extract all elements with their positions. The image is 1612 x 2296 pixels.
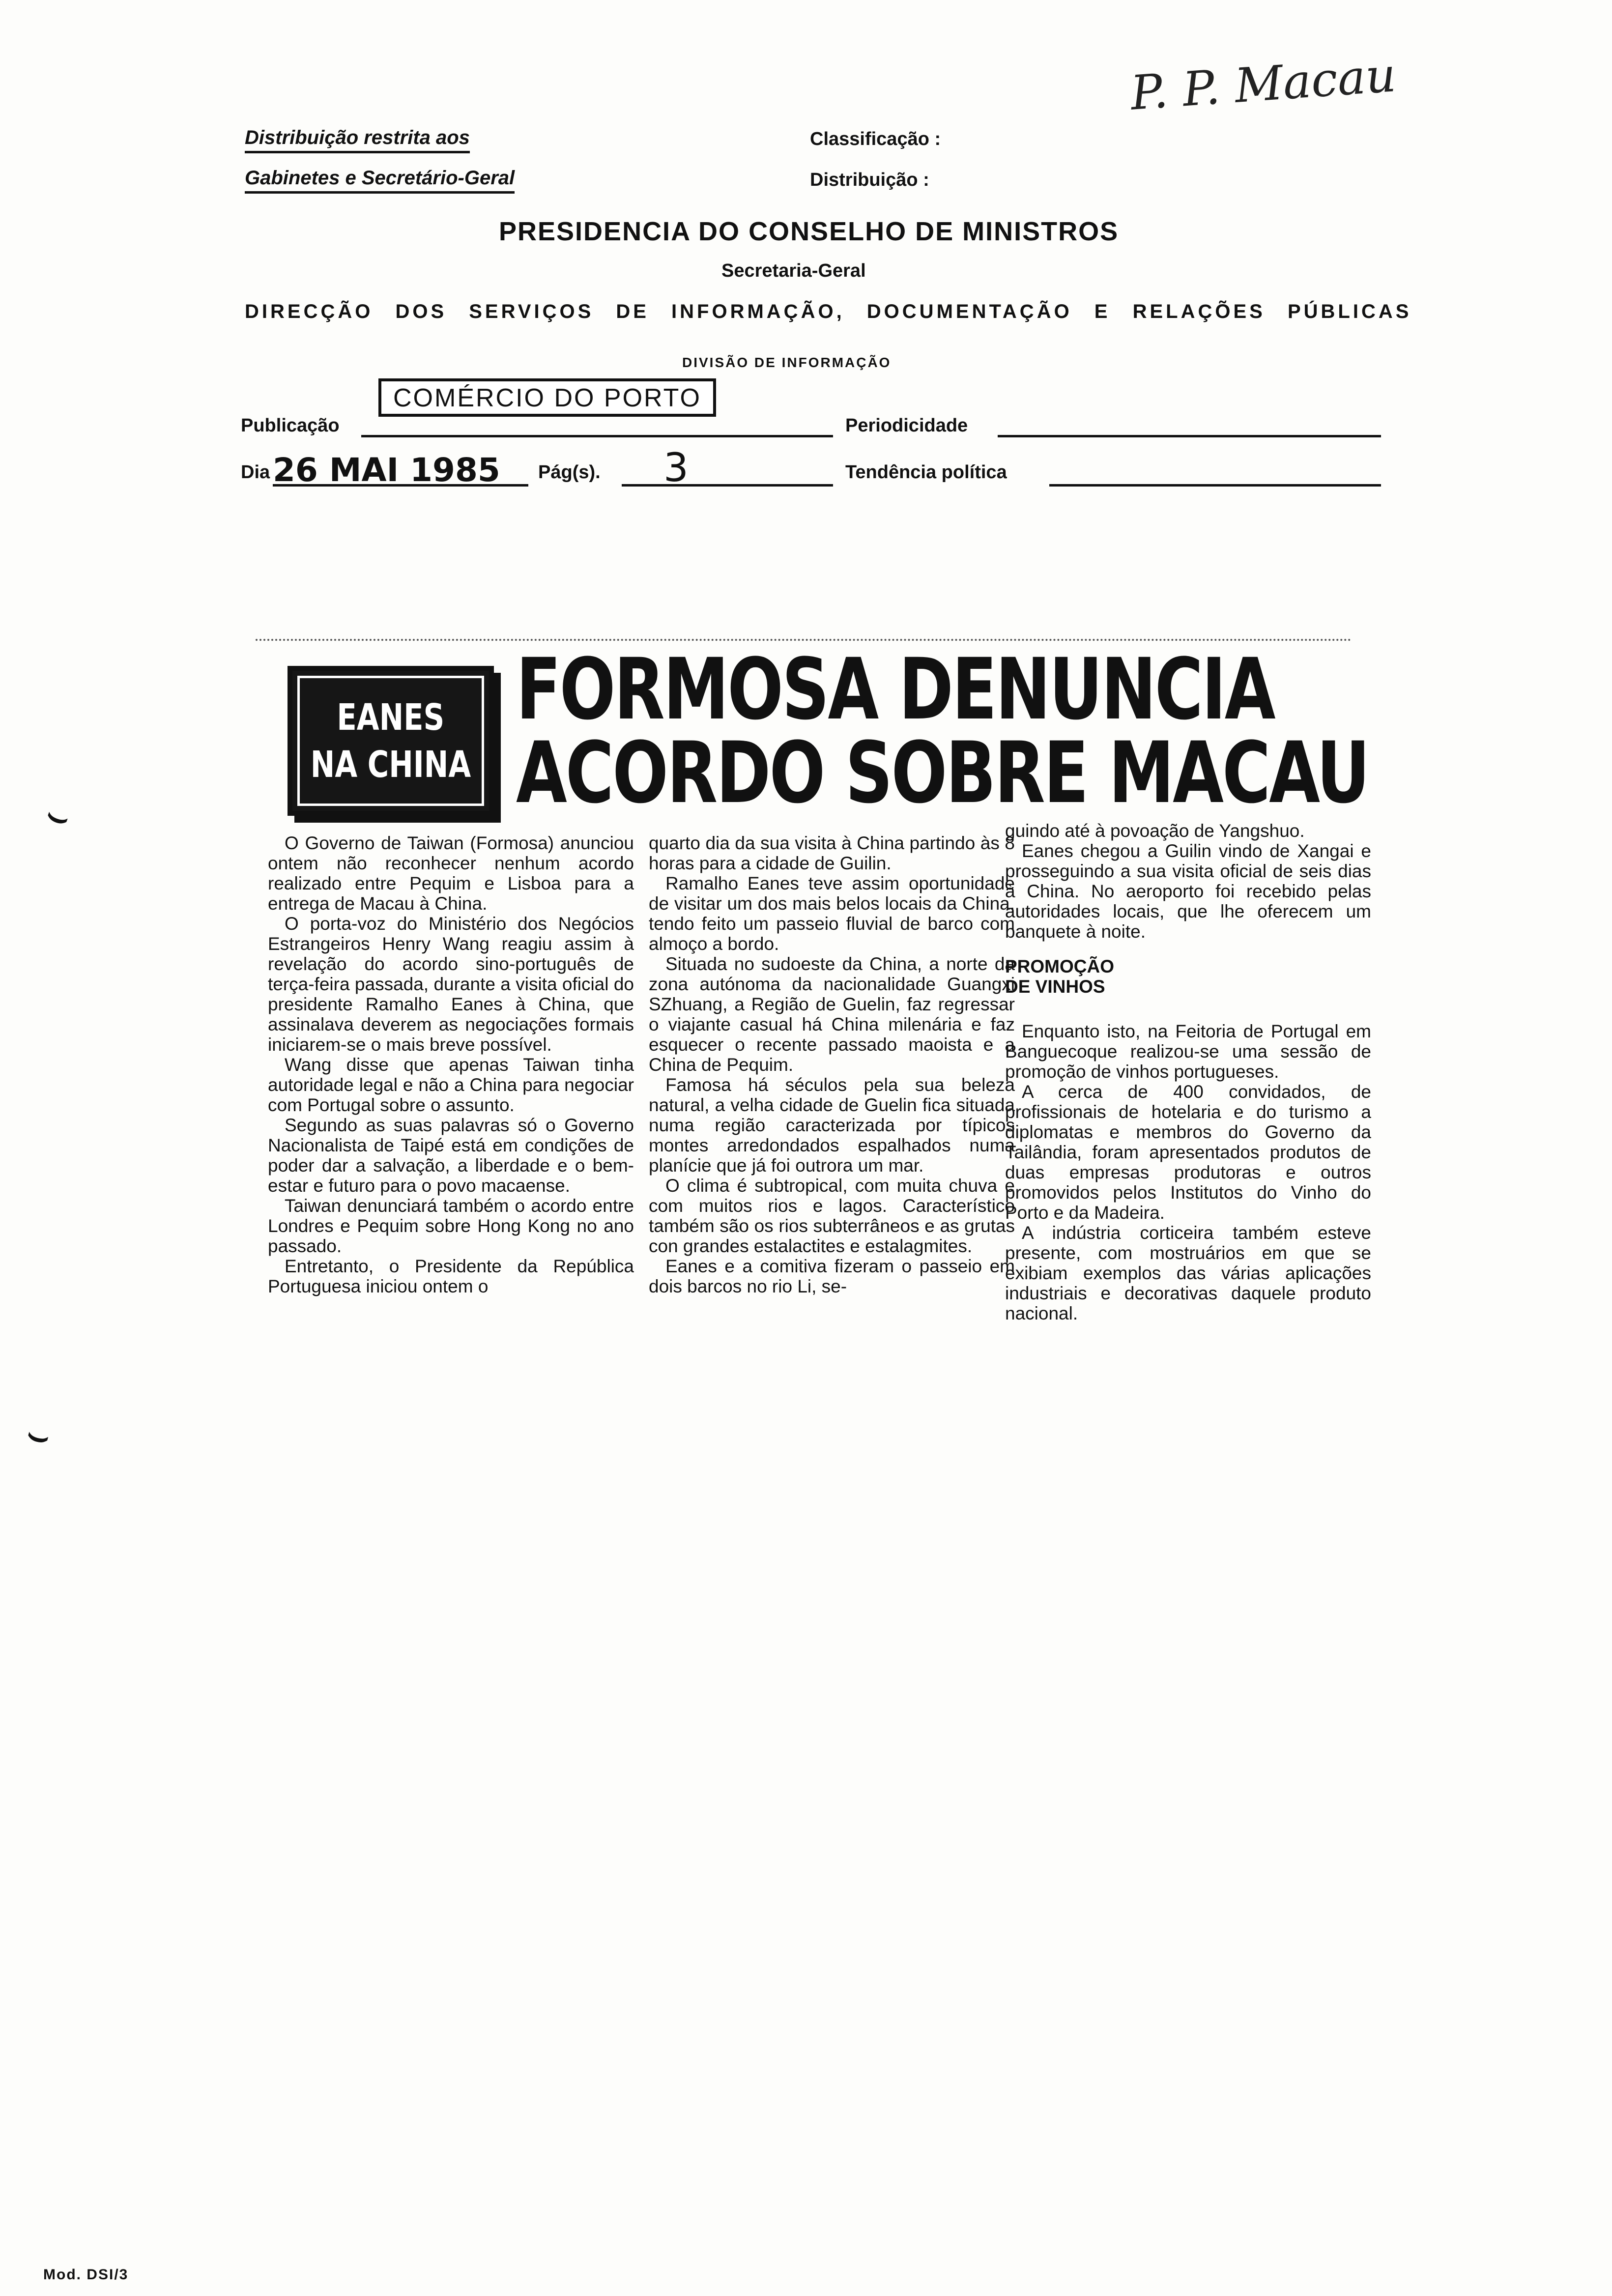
article-column-1 xyxy=(268,833,634,1296)
paragraph: Famosa há séculos pela sua beleza natural, a velha cidade de Guelin fica situada numa região caracterizada por típicos montes arredondados espalhados numa planície que já foi outrora um mar. xyxy=(649,1075,1015,1176)
publication-label: Publicação xyxy=(241,415,340,436)
form-code: Mod. DSI/3 xyxy=(43,2267,129,2283)
paragraph: guindo até à povoação de Yangshuo. xyxy=(1005,821,1305,841)
article-column-3 xyxy=(1005,821,1371,1323)
periodicity-label: Periodicidade xyxy=(845,415,968,436)
paragraph: A cerca de 400 convidados, de profissionais de hotelaria e do turismo a diplomatas e membros do Governo da Tailândia, foram apresentados produtos de duas empresas produtoras e outros promovidos pelos Institutos do Vinho do Porto e da Madeira. xyxy=(1005,1082,1371,1223)
restriction-note-line2: Gabinetes e Secretário-Geral xyxy=(245,167,515,194)
date-stamp: 26 MAI 1985 xyxy=(273,451,500,489)
paragraph: Segundo as suas palavras só o Governo Nacionalista de Taipé está em condições de poder dar a salvação, a liberdade e o bem-estar e futuro para o povo macaense. xyxy=(268,1115,634,1196)
paragraph: A indústria corticeira também esteve presente, com mostruários em que se exibiam exemplos das várias aplicações industriais e decorativas daquele produto nacional. xyxy=(1005,1223,1371,1323)
subheading-line2: DE VINHOS xyxy=(1005,976,1105,997)
subheading-line1: PROMOÇÃO xyxy=(1005,956,1114,976)
paragraph: Ramalho Eanes teve assim oportunidade de visitar um dos mais belos locais da China, tendo feito um passeio fluvial de barco com almoço a bordo. xyxy=(649,873,1015,954)
article-column-2 xyxy=(649,833,1015,1296)
paragraph: quarto dia da sua visita à China partindo às 8 horas para a cidade de Guilin. xyxy=(649,833,1015,873)
pages-value: 3 xyxy=(663,445,689,490)
secretariat-title: Secretaria-Geral xyxy=(721,260,866,281)
margin-mark: ⌣ xyxy=(22,1413,55,1457)
paragraph: Eanes chegou a Guilin vindo de Xangai e prosseguindo a sua visita oficial de seis dias à China. No aeroporto foi recebido pelas autoridades locais, que lhe oferecem um banquete à noite. xyxy=(1005,841,1371,942)
paragraph: O porta-voz do Ministério dos Negócios Estrangeiros Henry Wang reagiu assim à revelação do acordo sino-português de terça-feira passada, durante a visita oficial do presidente Ramalho Eanes à China, que assinalava deverem as negociações formais iniciarem-se o mais breve possível. xyxy=(268,914,634,1055)
paragraph: Enquanto isto, na Feitoria de Portugal em Banguecoque realizou-se uma sessão de promoção de vinhos portugueses. xyxy=(1005,1021,1371,1082)
restriction-note-line1: Distribuição restrita aos xyxy=(245,127,470,153)
publication-stamp: COMÉRCIO DO PORTO xyxy=(378,378,716,417)
org-title: PRESIDENCIA DO CONSELHO DE MINISTROS xyxy=(499,217,1119,246)
paragraph: Wang disse que apenas Taiwan tinha autoridade legal e não a China para negociar com Portugal sobre o assunto. xyxy=(268,1055,634,1115)
paragraph: Eanes e a comitiva fizeram o passeio em dois barcos no rio Li, se- xyxy=(649,1256,1015,1296)
pages-field-line xyxy=(622,484,833,487)
handwritten-note: P. P. Macau xyxy=(1128,47,1398,121)
paragraph: O clima é subtropical, com muita chuva e com muitos rios e lagos. Característico também são os rios subterrâneos e as grutas con grandes estalactites e estalagmites. xyxy=(649,1176,1015,1256)
subheading xyxy=(1005,956,1371,997)
paragraph: Situada no sudoeste da China, a norte da zona autónoma da nacionalidade Guangxi SZhuang, a Região de Guelin, faz regressar o viajante casual há China milenária e faz esquecer o recente passado maoista e a China de Pequim. xyxy=(649,954,1015,1075)
date-field-line xyxy=(273,484,528,487)
headline-line2: ACORDO SOBRE MACAU xyxy=(516,723,1369,822)
distribution-label: Distribuição : xyxy=(810,170,929,190)
headline-line1: FORMOSA DENUNCIA xyxy=(516,640,1274,739)
publication-field-line xyxy=(361,435,833,437)
directorate-title: DIRECÇÃO DOS SERVIÇOS DE INFORMAÇÃO, DOCUMENTAÇÃO E RELAÇÕES PÚBLICAS xyxy=(245,301,1412,322)
division-title: DIVISÃO DE INFORMAÇÃO xyxy=(682,355,892,370)
periodicity-field-line xyxy=(998,435,1381,437)
paragraph: Entretanto, o Presidente da República Portuguesa iniciou ontem o xyxy=(268,1256,634,1296)
day-label: Dia xyxy=(241,462,270,483)
pages-label: Pág(s). xyxy=(538,462,601,483)
tendency-field-line xyxy=(1049,484,1381,487)
classification-label: Classificação : xyxy=(810,129,941,149)
paragraph: Taiwan denunciará também o acordo entre Londres e Pequim sobre Hong Kong no ano passado. xyxy=(268,1196,634,1256)
kicker-box xyxy=(288,666,494,816)
tendency-label: Tendência política xyxy=(845,462,1007,483)
kicker-line2: NA CHINA xyxy=(310,743,471,786)
kicker-line1: EANES xyxy=(337,696,445,739)
paragraph: O Governo de Taiwan (Formosa) anunciou ontem não reconhecer nenhum acordo realizado entre Pequim e Lisboa para a entrega de Macau à China. xyxy=(268,833,634,914)
margin-mark: ⌣ xyxy=(41,794,76,838)
